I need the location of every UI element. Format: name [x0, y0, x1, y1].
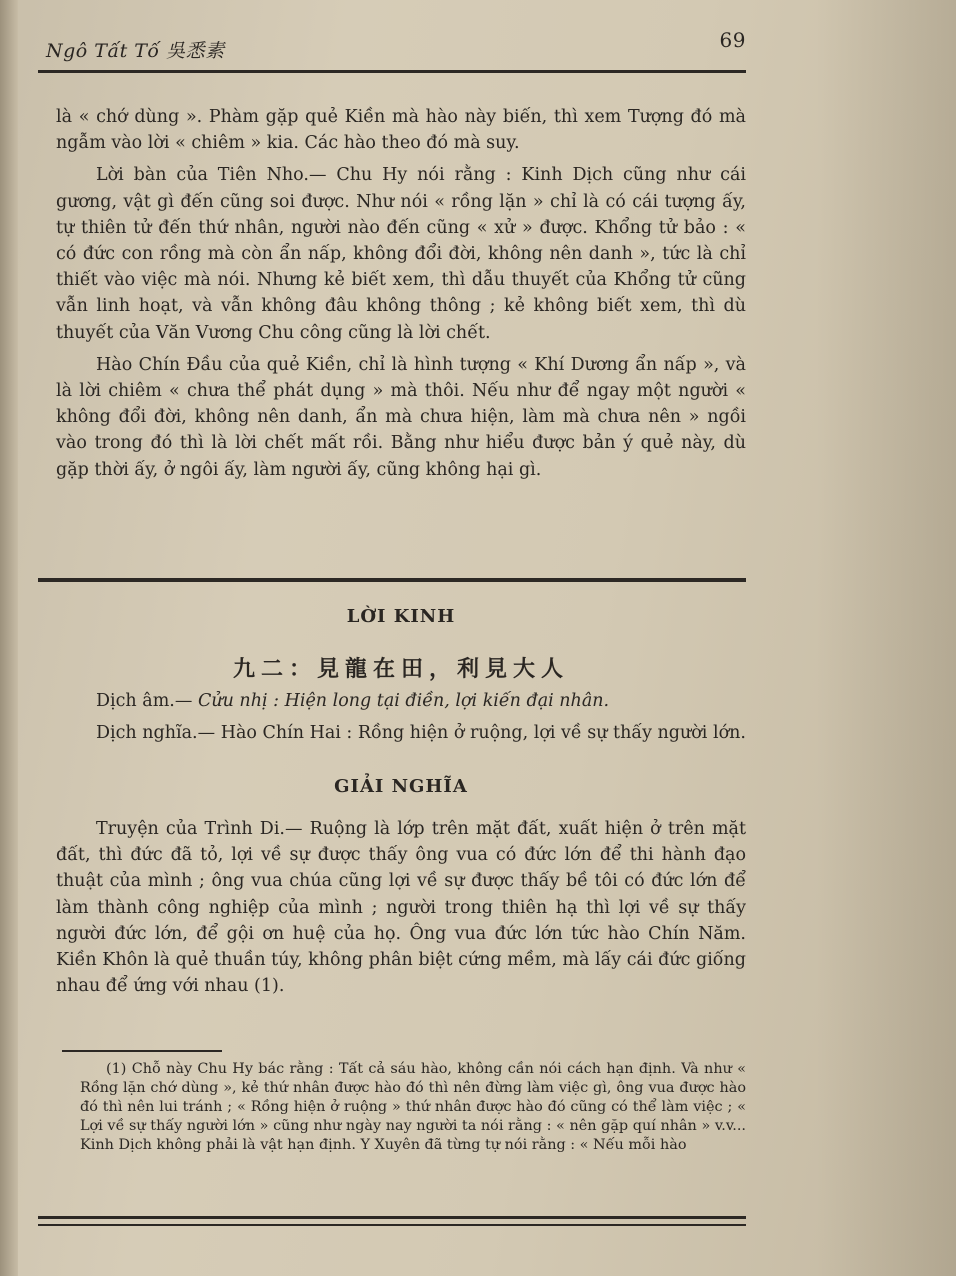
page-curve-shadow	[816, 0, 956, 1276]
footnote	[80, 1060, 746, 1155]
commentary-section	[56, 816, 746, 1005]
dich-am-text: Cửu nhị : Hiện long tại điền, lợi kiến đại nhân.	[197, 691, 610, 711]
footer-rule-bottom	[38, 1224, 746, 1226]
intro-paragraph-2: Lời bàn của Tiên Nho.— Chu Hy nói rằng : Kinh Dịch cũng như cái gương, vật gì đến cũng soi được. Như nói « rồng lặn » chỉ là có cái tượng ấy, tự thiên tử đến thứ nhân, người nào đến cũng « xử » được. Khổng tử bảo : « có đức con rồng mà còn ẩn nấp, không đổi đời, không nên danh », tức là chỉ thiết vào việc mà nói. Nhưng kẻ biết xem, thì dẫu thuyết của Khổng tử cũng vẫn linh hoạt, và vẫn không đâu không thông ; kẻ không biết xem, thì dù thuyết của Văn Vương Chu công cũng là lời chết.	[56, 165, 746, 343]
commentary-paragraph: Truyện của Trình Di.— Ruộng là lớp trên mặt đất, xuất hiện ở trên mặt đất, thì đức đã tỏ, lợi về sự được thấy ông vua có đức lớn để thi hành đạo thuật của mình ; ông vua chúa cũng lợi về sự được thấy bề tôi có đức lớn để làm thành công nghiệp của mình ; người trong thiên hạ thì lợi về sự thấy người đức lớn, để gội ơn huệ của họ. Ông vua đức lớn tức hào Chín Năm. Kiền Khôn là quẻ thuần túy, không phân biệt cứng mềm, mà lấy cái đức giống nhau để ứng với nhau (1).	[56, 819, 746, 997]
loi-kinh-heading: LỜI KINH	[346, 606, 456, 627]
classical-chinese-verse: 九二：見龍在田，利見大人	[232, 656, 569, 682]
giai-nghia-heading: GIẢI NGHĨA	[334, 776, 468, 797]
footnote-separator	[62, 1050, 222, 1052]
dich-nghia-text: Hào Chín Hai : Rồng hiện ở ruộng, lợi về sự thấy người lớn.	[220, 723, 746, 744]
header-author: Ngô Tất Tố 吳悉素	[46, 40, 225, 62]
dich-nghia-label: Dịch nghĩa.—	[96, 723, 216, 744]
dich-am-line	[56, 688, 746, 714]
intro-section	[56, 104, 746, 489]
dich-am-label: Dịch âm.—	[96, 691, 193, 711]
dich-nghia-line	[56, 720, 746, 746]
intro-paragraph-3: Hào Chín Đầu của quẻ Kiền, chỉ là hình tượng « Khí Dương ẩn nấp », và là lời chiêm « chưa thể phát dụng » mà thôi. Nếu như để ngay một người « không đổi đời, không nên danh, ẩn mà chưa hiện, làm mà chưa nên » ngồi vào trong đó thì là lời chết mất rồi. Bằng như hiểu được bản ý quẻ này, dù gặp thời ấy, ở ngôi ấy, làm người ấy, cũng không hại gì.	[56, 354, 746, 480]
page-number: 69	[719, 28, 746, 52]
intro-paragraph-1: là « chớ dùng ». Phàm gặp quẻ Kiền mà hào này biến, thì xem Tượng đó mà ngẫm vào lời « chiêm » kia. Các hào theo đó mà suy.	[56, 107, 746, 154]
footnote-text: (1) Chỗ này Chu Hy bác rằng : Tất cả sáu hào, không cần nói cách hạn định. Và như « Rồng lặn chớ dùng », kẻ thứ nhân được hào đó thì nên đừng làm việc gì, ông vua được hào đó thì nên lui tránh ; « Rồng hiện ở ruộng » thứ nhân được hào đó cũng có thể làm việc ; « Lợi về sự thấy người lớn » cũng như ngày nay người ta nói rằng : « nên gặp quí nhân » v.v... Kinh Dịch không phải là vật hạn định. Y Xuyên đã từng tự nói rằng : « Nếu mỗi hào	[80, 1061, 746, 1153]
running-header	[46, 28, 746, 68]
section-divider	[38, 578, 746, 582]
page-gutter-shadow	[0, 0, 18, 1276]
translation-section	[56, 688, 746, 752]
footer-rule-top	[38, 1216, 746, 1219]
header-rule	[38, 70, 746, 73]
